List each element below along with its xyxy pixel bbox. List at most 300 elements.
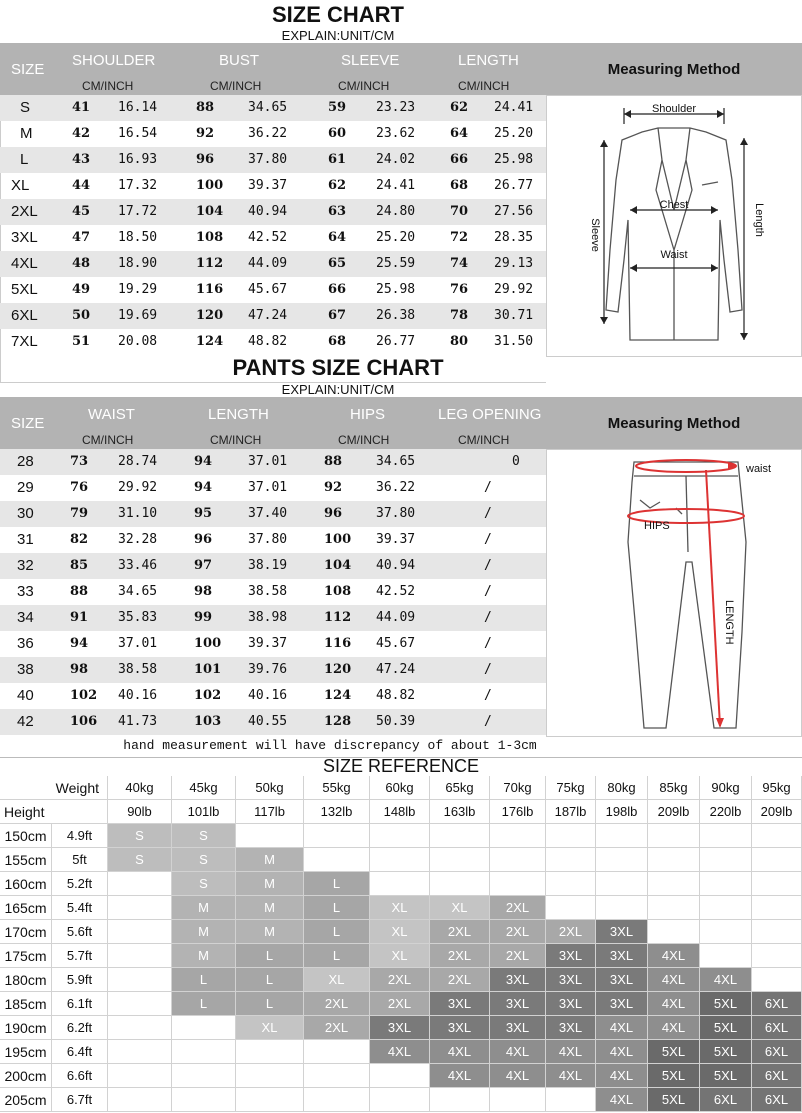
- col-waist: WAIST: [88, 406, 135, 423]
- size-cell: [596, 848, 648, 872]
- hips-inch: 34.65: [376, 454, 416, 469]
- height-cm: 180cm: [0, 968, 52, 992]
- weight-kg: 95kg: [752, 776, 802, 800]
- unit-label: CM/INCH: [210, 79, 262, 93]
- length-inch: 31.50: [494, 334, 534, 349]
- bust-cm: 108: [196, 230, 224, 245]
- size-cell: 4XL: [430, 1064, 490, 1088]
- shoulder-cm: 45: [72, 204, 91, 219]
- length-inch: 25.98: [494, 152, 534, 167]
- size-cell: 28: [17, 453, 34, 470]
- size-cell: XL: [370, 896, 430, 920]
- size-cell: [752, 848, 802, 872]
- bust-inch: 37.80: [248, 152, 288, 167]
- size-cell: [752, 968, 802, 992]
- size-cell: [752, 824, 802, 848]
- bust-cm: 120: [196, 308, 224, 323]
- shoulder-cm: 41: [72, 100, 91, 115]
- size-cell: [752, 896, 802, 920]
- hips-cm: 124: [324, 688, 352, 703]
- size-cell: 32: [17, 557, 34, 574]
- size-cell: 31: [17, 531, 34, 548]
- sleeve-cm: 62: [328, 178, 347, 193]
- size-cell: 2XL: [490, 896, 546, 920]
- size-cell: 7XL: [11, 333, 38, 350]
- sleeve-inch: 23.23: [376, 100, 416, 115]
- weight-lb: 187lb: [546, 800, 596, 824]
- bust-inch: 40.94: [248, 204, 288, 219]
- waist-cm: 98: [70, 662, 89, 677]
- shoulder-inch: 16.14: [118, 100, 158, 115]
- hips-cm: 88: [324, 454, 343, 469]
- weight-kg: 55kg: [304, 776, 370, 800]
- size-cell: 2XL: [430, 920, 490, 944]
- size-cell: 4XL: [490, 1064, 546, 1088]
- length-cm: 80: [450, 334, 469, 349]
- size-cell: [236, 824, 304, 848]
- size-cell: L: [304, 896, 370, 920]
- size-cell: [546, 872, 596, 896]
- size-cell: [700, 944, 752, 968]
- shoulder-cm: 42: [72, 126, 91, 141]
- shoulder-inch: 16.93: [118, 152, 158, 167]
- length-inch: 37.01: [248, 480, 288, 495]
- size-cell: S: [108, 824, 172, 848]
- weight-lb: 220lb: [700, 800, 752, 824]
- height-cm: 150cm: [0, 824, 52, 848]
- height-cm: 175cm: [0, 944, 52, 968]
- height-ft: 6.2ft: [52, 1016, 108, 1040]
- sleeve-inch: 23.62: [376, 126, 416, 141]
- pants-row: [0, 631, 546, 657]
- sleeve-cm: 60: [328, 126, 347, 141]
- leg-opening: /: [484, 714, 492, 729]
- leg-opening: /: [484, 636, 492, 651]
- sleeve-cm: 63: [328, 204, 347, 219]
- weight-lb: 198lb: [596, 800, 648, 824]
- hips-cm: 120: [324, 662, 352, 677]
- weight-kg: 80kg: [596, 776, 648, 800]
- pants-row: [0, 449, 546, 475]
- waist-cm: 82: [70, 532, 89, 547]
- size-cell: XL: [236, 1016, 304, 1040]
- chest-label: Chest: [659, 199, 689, 211]
- bust-inch: 42.52: [248, 230, 288, 245]
- weight-lb: 148lb: [370, 800, 430, 824]
- waist-inch: 35.83: [118, 610, 158, 625]
- hips-cm: 116: [324, 636, 352, 651]
- size-cell: [596, 872, 648, 896]
- waist-cm: 85: [70, 558, 89, 573]
- size-cell: 3XL: [490, 968, 546, 992]
- size-cell: 4XL: [648, 992, 700, 1016]
- length-inch: 26.77: [494, 178, 534, 193]
- height-ft: 6.4ft: [52, 1040, 108, 1064]
- height-cm: 205cm: [0, 1088, 52, 1112]
- size-cell: 4XL: [490, 1040, 546, 1064]
- weight-lb: 132lb: [304, 800, 370, 824]
- size-cell: 5XL: [11, 281, 38, 298]
- size-cell: [700, 920, 752, 944]
- height-ft: 6.7ft: [52, 1088, 108, 1112]
- height-cm: 185cm: [0, 992, 52, 1016]
- unit-label: CM/INCH: [338, 79, 390, 93]
- leg-opening: /: [484, 662, 492, 677]
- size-cell: 5XL: [700, 1016, 752, 1040]
- size-cell: 4XL: [596, 1016, 648, 1040]
- size-cell: [108, 1088, 172, 1112]
- shoulder-cm: 43: [72, 152, 91, 167]
- hips-cm: 96: [324, 506, 343, 521]
- col-hips: HIPS: [350, 406, 386, 423]
- size-cell: 36: [17, 635, 34, 652]
- waist-label: waist: [746, 463, 772, 475]
- size-cell: 3XL: [546, 944, 596, 968]
- bust-cm: 100: [196, 178, 224, 193]
- waist-inch: 33.46: [118, 558, 158, 573]
- size-cell: [490, 1088, 546, 1112]
- size-cell: [304, 1040, 370, 1064]
- size-cell: 2XL: [430, 944, 490, 968]
- size-cell: [430, 824, 490, 848]
- size-cell: [370, 848, 430, 872]
- hips-inch: 42.52: [376, 584, 416, 599]
- height-ft: 5.9ft: [52, 968, 108, 992]
- size-cell: L: [304, 920, 370, 944]
- size-cell: M: [172, 944, 236, 968]
- size-cell: M: [172, 896, 236, 920]
- shoulder-cm: 44: [72, 178, 91, 193]
- length-cm: 76: [450, 282, 469, 297]
- length-cm: 100: [194, 636, 222, 651]
- height-ft: 5.2ft: [52, 872, 108, 896]
- hips-cm: 128: [324, 714, 352, 729]
- size-cell: 2XL: [370, 968, 430, 992]
- leg-opening: /: [484, 480, 492, 495]
- size-cell: 3XL: [490, 992, 546, 1016]
- size-cell: [108, 1016, 172, 1040]
- size-cell: XL: [370, 920, 430, 944]
- size-header: SIZE: [11, 415, 45, 432]
- size-cell: L: [172, 992, 236, 1016]
- waist-cm: 79: [70, 506, 89, 521]
- sleeve-inch: 25.59: [376, 256, 416, 271]
- size-cell: M: [236, 920, 304, 944]
- size-cell: 4XL: [11, 255, 38, 272]
- height-cm: 155cm: [0, 848, 52, 872]
- weight-kg: 70kg: [490, 776, 546, 800]
- length-inch: 24.41: [494, 100, 534, 115]
- length-inch: 37.01: [248, 454, 288, 469]
- size-cell: [304, 824, 370, 848]
- size-cell: [700, 872, 752, 896]
- shoulder-inch: 18.90: [118, 256, 158, 271]
- size-row: [0, 121, 546, 147]
- hips-inch: 44.09: [376, 610, 416, 625]
- size-cell: XL: [370, 944, 430, 968]
- shoulder-cm: 47: [72, 230, 91, 245]
- size-cell: 4XL: [596, 1064, 648, 1088]
- size-cell: 34: [17, 609, 34, 626]
- size-cell: 30: [17, 505, 34, 522]
- shoulder-label: Shoulder: [651, 103, 697, 115]
- pants-chart-header: [0, 397, 546, 449]
- size-cell: 2XL: [490, 944, 546, 968]
- pants-row: [0, 709, 546, 735]
- size-cell: [304, 1064, 370, 1088]
- size-cell: [546, 1088, 596, 1112]
- sleeve-cm: 61: [328, 152, 347, 167]
- shoulder-inch: 17.32: [118, 178, 158, 193]
- col-bust: BUST: [219, 52, 260, 69]
- unit-label: CM/INCH: [458, 79, 510, 93]
- waist-cm: 102: [70, 688, 98, 703]
- size-cell: 3XL: [430, 992, 490, 1016]
- length-cm: 64: [450, 126, 469, 141]
- waist-cm: 94: [70, 636, 89, 651]
- size-cell: 6XL: [700, 1088, 752, 1112]
- size-cell: 4XL: [370, 1040, 430, 1064]
- size-cell: [236, 1040, 304, 1064]
- leg-opening: /: [484, 558, 492, 573]
- pants-chart-title: PANTS SIZE CHART: [232, 355, 444, 380]
- size-cell: [370, 872, 430, 896]
- length-cm: 97: [194, 558, 213, 573]
- height-label: Height: [0, 800, 108, 824]
- bust-cm: 88: [196, 100, 215, 115]
- size-cell: 3XL: [546, 1016, 596, 1040]
- size-cell: M: [236, 848, 304, 872]
- size-cell: XL: [430, 896, 490, 920]
- size-cell: [648, 824, 700, 848]
- weight-kg: 65kg: [430, 776, 490, 800]
- weight-kg: 85kg: [648, 776, 700, 800]
- weight-lb: 163lb: [430, 800, 490, 824]
- length-inch: 39.37: [248, 636, 288, 651]
- weight-lb: 117lb: [236, 800, 304, 824]
- waist-inch: 40.16: [118, 688, 158, 703]
- leg-opening: 0: [512, 454, 520, 469]
- bust-cm: 124: [196, 334, 224, 349]
- size-cell: L: [304, 944, 370, 968]
- waist-inch: 41.73: [118, 714, 158, 729]
- shoulder-inch: 17.72: [118, 204, 158, 219]
- hips-inch: 48.82: [376, 688, 416, 703]
- waist-cm: 106: [70, 714, 98, 729]
- waist-cm: 88: [70, 584, 89, 599]
- size-chart-title: SIZE CHART: [272, 2, 404, 27]
- bust-cm: 92: [196, 126, 215, 141]
- size-cell: 2XL: [11, 203, 38, 220]
- size-cell: 6XL: [11, 307, 38, 324]
- shoulder-cm: 50: [72, 308, 91, 323]
- shoulder-cm: 49: [72, 282, 91, 297]
- waist-inch: 32.28: [118, 532, 158, 547]
- size-cell: 2XL: [430, 968, 490, 992]
- size-cell: 3XL: [430, 1016, 490, 1040]
- size-cell: S: [108, 848, 172, 872]
- sleeve-inch: 24.02: [376, 152, 416, 167]
- size-cell: [172, 1016, 236, 1040]
- length-cm: 62: [450, 100, 469, 115]
- col-shoulder: SHOULDER: [72, 52, 156, 69]
- waist-inch: 28.74: [118, 454, 158, 469]
- height-cm: 195cm: [0, 1040, 52, 1064]
- unit-label: CM/INCH: [82, 433, 134, 447]
- waist-inch: 29.92: [118, 480, 158, 495]
- length-cm: 98: [194, 584, 213, 599]
- size-cell: 3XL: [546, 968, 596, 992]
- sleeve-inch: 24.80: [376, 204, 416, 219]
- length-inch: 37.80: [248, 532, 288, 547]
- size-cell: [648, 872, 700, 896]
- weight-kg: 45kg: [172, 776, 236, 800]
- size-cell: S: [20, 99, 31, 116]
- size-cell: 2XL: [490, 920, 546, 944]
- size-cell: [108, 1040, 172, 1064]
- length-inch: 38.98: [248, 610, 288, 625]
- height-ft: 5ft: [52, 848, 108, 872]
- weight-kg: 40kg: [108, 776, 172, 800]
- size-cell: [108, 968, 172, 992]
- shoulder-inch: 19.29: [118, 282, 158, 297]
- length-cm: 74: [450, 256, 469, 271]
- size-cell: [596, 896, 648, 920]
- length-cm: 95: [194, 506, 213, 521]
- size-cell: 3XL: [370, 1016, 430, 1040]
- size-cell: 3XL: [546, 992, 596, 1016]
- size-cell: L: [304, 872, 370, 896]
- height-ft: 4.9ft: [52, 824, 108, 848]
- shoulder-inch: 18.50: [118, 230, 158, 245]
- size-cell: S: [172, 848, 236, 872]
- col-length: LENGTH: [208, 406, 269, 423]
- weight-lb: 90lb: [108, 800, 172, 824]
- size-cell: 5XL: [700, 1064, 752, 1088]
- size-row: [0, 303, 546, 329]
- size-cell: 4XL: [596, 1088, 648, 1112]
- sleeve-cm: 68: [328, 334, 347, 349]
- size-cell: 4XL: [430, 1040, 490, 1064]
- size-cell: L: [172, 968, 236, 992]
- size-cell: 6XL: [752, 1040, 802, 1064]
- sleeve-inch: 26.38: [376, 308, 416, 323]
- length-inch: 29.13: [494, 256, 534, 271]
- waist-inch: 37.01: [118, 636, 158, 651]
- size-cell: L: [236, 992, 304, 1016]
- length-cm: 66: [450, 152, 469, 167]
- length-inch: 28.35: [494, 230, 534, 245]
- height-cm: 190cm: [0, 1016, 52, 1040]
- sleeve-inch: 24.41: [376, 178, 416, 193]
- hips-cm: 108: [324, 584, 352, 599]
- length-inch: 40.16: [248, 688, 288, 703]
- size-row: [0, 225, 546, 251]
- waist-cm: 91: [70, 610, 89, 625]
- size-cell: 6XL: [752, 992, 802, 1016]
- size-cell: 2XL: [546, 920, 596, 944]
- size-cell: [752, 872, 802, 896]
- size-cell: M: [172, 920, 236, 944]
- size-cell: 2XL: [304, 1016, 370, 1040]
- size-row: [0, 251, 546, 277]
- size-cell: [648, 896, 700, 920]
- col-sleeve: SLEEVE: [341, 52, 400, 69]
- unit-label: CM/INCH: [210, 433, 262, 447]
- size-cell: [700, 848, 752, 872]
- height-ft: 6.6ft: [52, 1064, 108, 1088]
- length-inch: 38.19: [248, 558, 288, 573]
- size-cell: [172, 1088, 236, 1112]
- bust-inch: 44.09: [248, 256, 288, 271]
- hips-cm: 112: [324, 610, 352, 625]
- size-cell: 2XL: [370, 992, 430, 1016]
- size-cell: [370, 824, 430, 848]
- hips-inch: 50.39: [376, 714, 416, 729]
- height-ft: 6.1ft: [52, 992, 108, 1016]
- sleeve-cm: 67: [328, 308, 347, 323]
- pants-row: [0, 657, 546, 683]
- size-cell: [172, 1064, 236, 1088]
- size-cell: 3XL: [596, 920, 648, 944]
- length-inch: 39.76: [248, 662, 288, 677]
- waist-inch: 31.10: [118, 506, 158, 521]
- weight-kg: 60kg: [370, 776, 430, 800]
- length-inch: 40.55: [248, 714, 288, 729]
- bust-inch: 36.22: [248, 126, 288, 141]
- size-cell: [490, 872, 546, 896]
- size-cell: [752, 944, 802, 968]
- hips-inch: 45.67: [376, 636, 416, 651]
- hips-inch: 40.94: [376, 558, 416, 573]
- pants-row: [0, 553, 546, 579]
- size-cell: [108, 1064, 172, 1088]
- weight-lb: 209lb: [752, 800, 802, 824]
- length-cm: 94: [194, 480, 213, 495]
- waist-cm: 73: [70, 454, 89, 469]
- shoulder-inch: 16.54: [118, 126, 158, 141]
- weight-kg: 75kg: [546, 776, 596, 800]
- pants-row: [0, 683, 546, 709]
- hips-inch: 39.37: [376, 532, 416, 547]
- hips-inch: 47.24: [376, 662, 416, 677]
- pants-row: [0, 501, 546, 527]
- bust-cm: 104: [196, 204, 224, 219]
- pants-row: [0, 475, 546, 501]
- size-cell: 38: [17, 661, 34, 678]
- length-inch: 25.20: [494, 126, 534, 141]
- weight-kg: 90kg: [700, 776, 752, 800]
- size-cell: 5XL: [648, 1088, 700, 1112]
- shoulder-inch: 20.08: [118, 334, 158, 349]
- shoulder-cm: 48: [72, 256, 91, 271]
- size-cell: [546, 824, 596, 848]
- bust-inch: 39.37: [248, 178, 288, 193]
- height-cm: 165cm: [0, 896, 52, 920]
- leg-opening: /: [484, 532, 492, 547]
- size-cell: [648, 920, 700, 944]
- waist-label: Waist: [660, 249, 688, 261]
- size-cell: 4XL: [648, 944, 700, 968]
- sleeve-inch: 25.98: [376, 282, 416, 297]
- height-cm: 160cm: [0, 872, 52, 896]
- col-length: LENGTH: [458, 52, 519, 69]
- waist-cm: 76: [70, 480, 89, 495]
- length-label: Length: [753, 203, 765, 237]
- length-cm: 103: [194, 714, 222, 729]
- size-cell: 5XL: [700, 1040, 752, 1064]
- pants-row: [0, 605, 546, 631]
